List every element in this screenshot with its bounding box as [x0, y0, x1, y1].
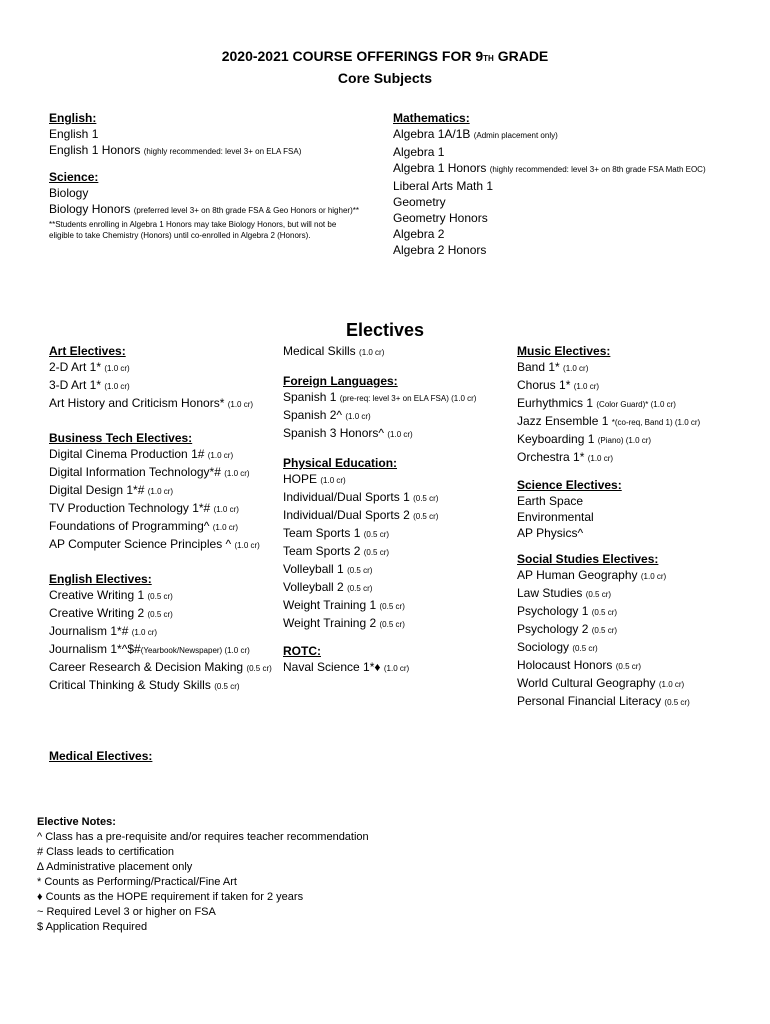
science-footnote-1: **Students enrolling in Algebra 1 Honors may take Biology Honors, but will not be [49, 220, 337, 229]
science-heading: Science: [49, 170, 99, 184]
course-spanish-1: Spanish 1 (pre-req: level 3+ on ELA FSA) (1.0 cr) [283, 390, 477, 404]
course-2d-art: 2-D Art 1* (1.0 cr) [49, 360, 130, 374]
note-certification: # Class leads to certification [37, 846, 174, 858]
science-footnote-2: eligible to take Chemistry (Honors) until co-enrolled in Algebra 2 (Honors). [49, 231, 311, 240]
rotc-heading: ROTC: [283, 644, 321, 658]
course-weight-training-2: Weight Training 2 (0.5 cr) [283, 616, 405, 630]
social-studies-heading: Social Studies Electives: [517, 552, 659, 566]
course-creative-writing-1: Creative Writing 1 (0.5 cr) [49, 588, 173, 602]
course-spanish-2: Spanish 2^ (1.0 cr) [283, 408, 371, 422]
course-team-sports-2: Team Sports 2 (0.5 cr) [283, 544, 390, 558]
core-subjects-title: Core Subjects [337, 70, 433, 86]
course-career-research: Career Research & Decision Making (0.5 cr) [49, 660, 272, 674]
course-journalism-yearbook: Journalism 1*^$#(Yearbook/Newspaper) (1.0 cr) [49, 642, 250, 656]
course-geometry-honors: Geometry Honors [393, 211, 488, 225]
electives-heading: Electives [345, 320, 425, 340]
course-algebra-2-honors: Algebra 2 Honors [393, 243, 487, 257]
course-jazz-ensemble-1: Jazz Ensemble 1 *(co-req, Band 1) (1.0 cr) [517, 414, 701, 428]
course-ap-human-geography: AP Human Geography (1.0 cr) [517, 568, 667, 582]
math-heading: Mathematics: [393, 111, 470, 125]
course-spanish-3-honors: Spanish 3 Honors^ (1.0 cr) [283, 426, 413, 440]
business-tech-heading: Business Tech Electives: [49, 431, 193, 445]
course-chorus-1: Chorus 1* (1.0 cr) [517, 378, 600, 392]
course-tv-production: TV Production Technology 1*# (1.0 cr) [49, 501, 239, 515]
course-algebra-2: Algebra 2 [393, 227, 445, 241]
course-ind-dual-sports-2: Individual/Dual Sports 2 (0.5 cr) [283, 508, 439, 522]
course-critical-thinking: Critical Thinking & Study Skills (0.5 cr) [49, 678, 240, 692]
course-ind-dual-sports-1: Individual/Dual Sports 1 (0.5 cr) [283, 490, 439, 504]
course-medical-skills: Medical Skills (1.0 cr) [283, 344, 385, 358]
course-english-1: English 1 [49, 127, 99, 141]
note-level-3: ~ Required Level 3 or higher on FSA [37, 906, 216, 918]
course-sociology: Sociology (0.5 cr) [517, 640, 598, 654]
course-band-1: Band 1* (1.0 cr) [517, 360, 589, 374]
course-liberal-arts-math: Liberal Arts Math 1 [393, 179, 494, 193]
english-electives-heading: English Electives: [49, 572, 152, 586]
electives-left-column [49, 343, 279, 695]
course-team-sports-1: Team Sports 1 (0.5 cr) [283, 526, 390, 540]
course-creative-writing-2: Creative Writing 2 (0.5 cr) [49, 606, 173, 620]
course-holocaust-honors: Holocaust Honors (0.5 cr) [517, 658, 642, 672]
medical-electives-heading: Medical Electives: [49, 749, 153, 763]
course-hope: HOPE (1.0 cr) [283, 472, 346, 486]
science-electives-heading: Science Electives: [517, 478, 622, 492]
electives-middle-column [283, 343, 513, 677]
note-hope-requirement: ♦ Counts as the HOPE requirement if taken for 2 years [37, 891, 304, 903]
music-electives-heading: Music Electives: [517, 344, 611, 358]
course-world-cultural-geography: World Cultural Geography (1.0 cr) [517, 676, 685, 690]
course-foundations-programming: Foundations of Programming^ (1.0 cr) [49, 519, 239, 533]
course-algebra-1: Algebra 1 [393, 145, 445, 159]
math-column [393, 110, 763, 258]
core-left-column [49, 110, 389, 241]
note-fine-art: * Counts as Performing/Practical/Fine Art [37, 876, 237, 888]
course-law-studies: Law Studies (0.5 cr) [517, 586, 612, 600]
course-journalism-1: Journalism 1*# (1.0 cr) [49, 624, 158, 638]
course-biology: Biology [49, 186, 89, 200]
note-prerequisite: ^ Class has a pre-requisite and/or requires teacher recommendation [37, 831, 369, 843]
physical-education-heading: Physical Education: [283, 456, 398, 470]
electives-right-column [517, 343, 765, 711]
course-algebra-1-honors: Algebra 1 Honors (highly recommended: level 3+ on 8th grade FSA Math EOC) [393, 161, 706, 175]
course-3d-art: 3-D Art 1* (1.0 cr) [49, 378, 130, 392]
page-title [0, 48, 770, 64]
course-volleyball-2: Volleyball 2 (0.5 cr) [283, 580, 373, 594]
course-ap-physics: AP Physics^ [517, 526, 584, 540]
page-title-text: 2020-2021 COURSE OFFERINGS FOR 9 [221, 48, 484, 64]
course-digital-cinema: Digital Cinema Production 1# (1.0 cr) [49, 447, 234, 461]
page-title-suffix: TH [483, 54, 494, 63]
course-weight-training-1: Weight Training 1 (0.5 cr) [283, 598, 405, 612]
course-volleyball-1: Volleyball 1 (0.5 cr) [283, 562, 373, 576]
course-naval-science: Naval Science 1*♦ (1.0 cr) [283, 660, 410, 674]
course-digital-info-tech: Digital Information Technology*# (1.0 cr) [49, 465, 250, 479]
course-ap-cs-principles: AP Computer Science Principles ^ (1.0 cr) [49, 537, 260, 551]
course-english-1-honors: English 1 Honors (highly recommended: level 3+ on ELA FSA) [49, 143, 302, 157]
elective-notes-heading: Elective Notes: [37, 816, 116, 828]
page-title-grade: GRADE [493, 48, 549, 64]
course-digital-design: Digital Design 1*# (1.0 cr) [49, 483, 174, 497]
course-environmental: Environmental [517, 510, 594, 524]
course-algebra-1a1b: Algebra 1A/1B (Admin placement only) [393, 127, 558, 141]
course-personal-financial-literacy: Personal Financial Literacy (0.5 cr) [517, 694, 690, 708]
note-application: $ Application Required [37, 921, 148, 933]
course-orchestra-1: Orchestra 1* (1.0 cr) [517, 450, 614, 464]
course-keyboarding-1: Keyboarding 1 (Piano) (1.0 cr) [517, 432, 652, 446]
english-heading: English: [49, 111, 97, 125]
course-art-history: Art History and Criticism Honors* (1.0 cr) [49, 396, 254, 410]
note-admin-placement: ∆ Administrative placement only [37, 861, 193, 873]
foreign-languages-heading: Foreign Languages: [283, 374, 398, 388]
course-eurhythmics-1: Eurhythmics 1 (Color Guard)* (1.0 cr) [517, 396, 676, 410]
course-psychology-1: Psychology 1 (0.5 cr) [517, 604, 618, 618]
art-electives-heading: Art Electives: [49, 344, 126, 358]
course-earth-space: Earth Space [517, 494, 584, 508]
course-biology-honors: Biology Honors (preferred level 3+ on 8th grade FSA & Geo Honors or higher)** [49, 202, 359, 216]
course-psychology-2: Psychology 2 (0.5 cr) [517, 622, 618, 636]
course-geometry: Geometry [393, 195, 446, 209]
elective-notes [37, 815, 737, 935]
